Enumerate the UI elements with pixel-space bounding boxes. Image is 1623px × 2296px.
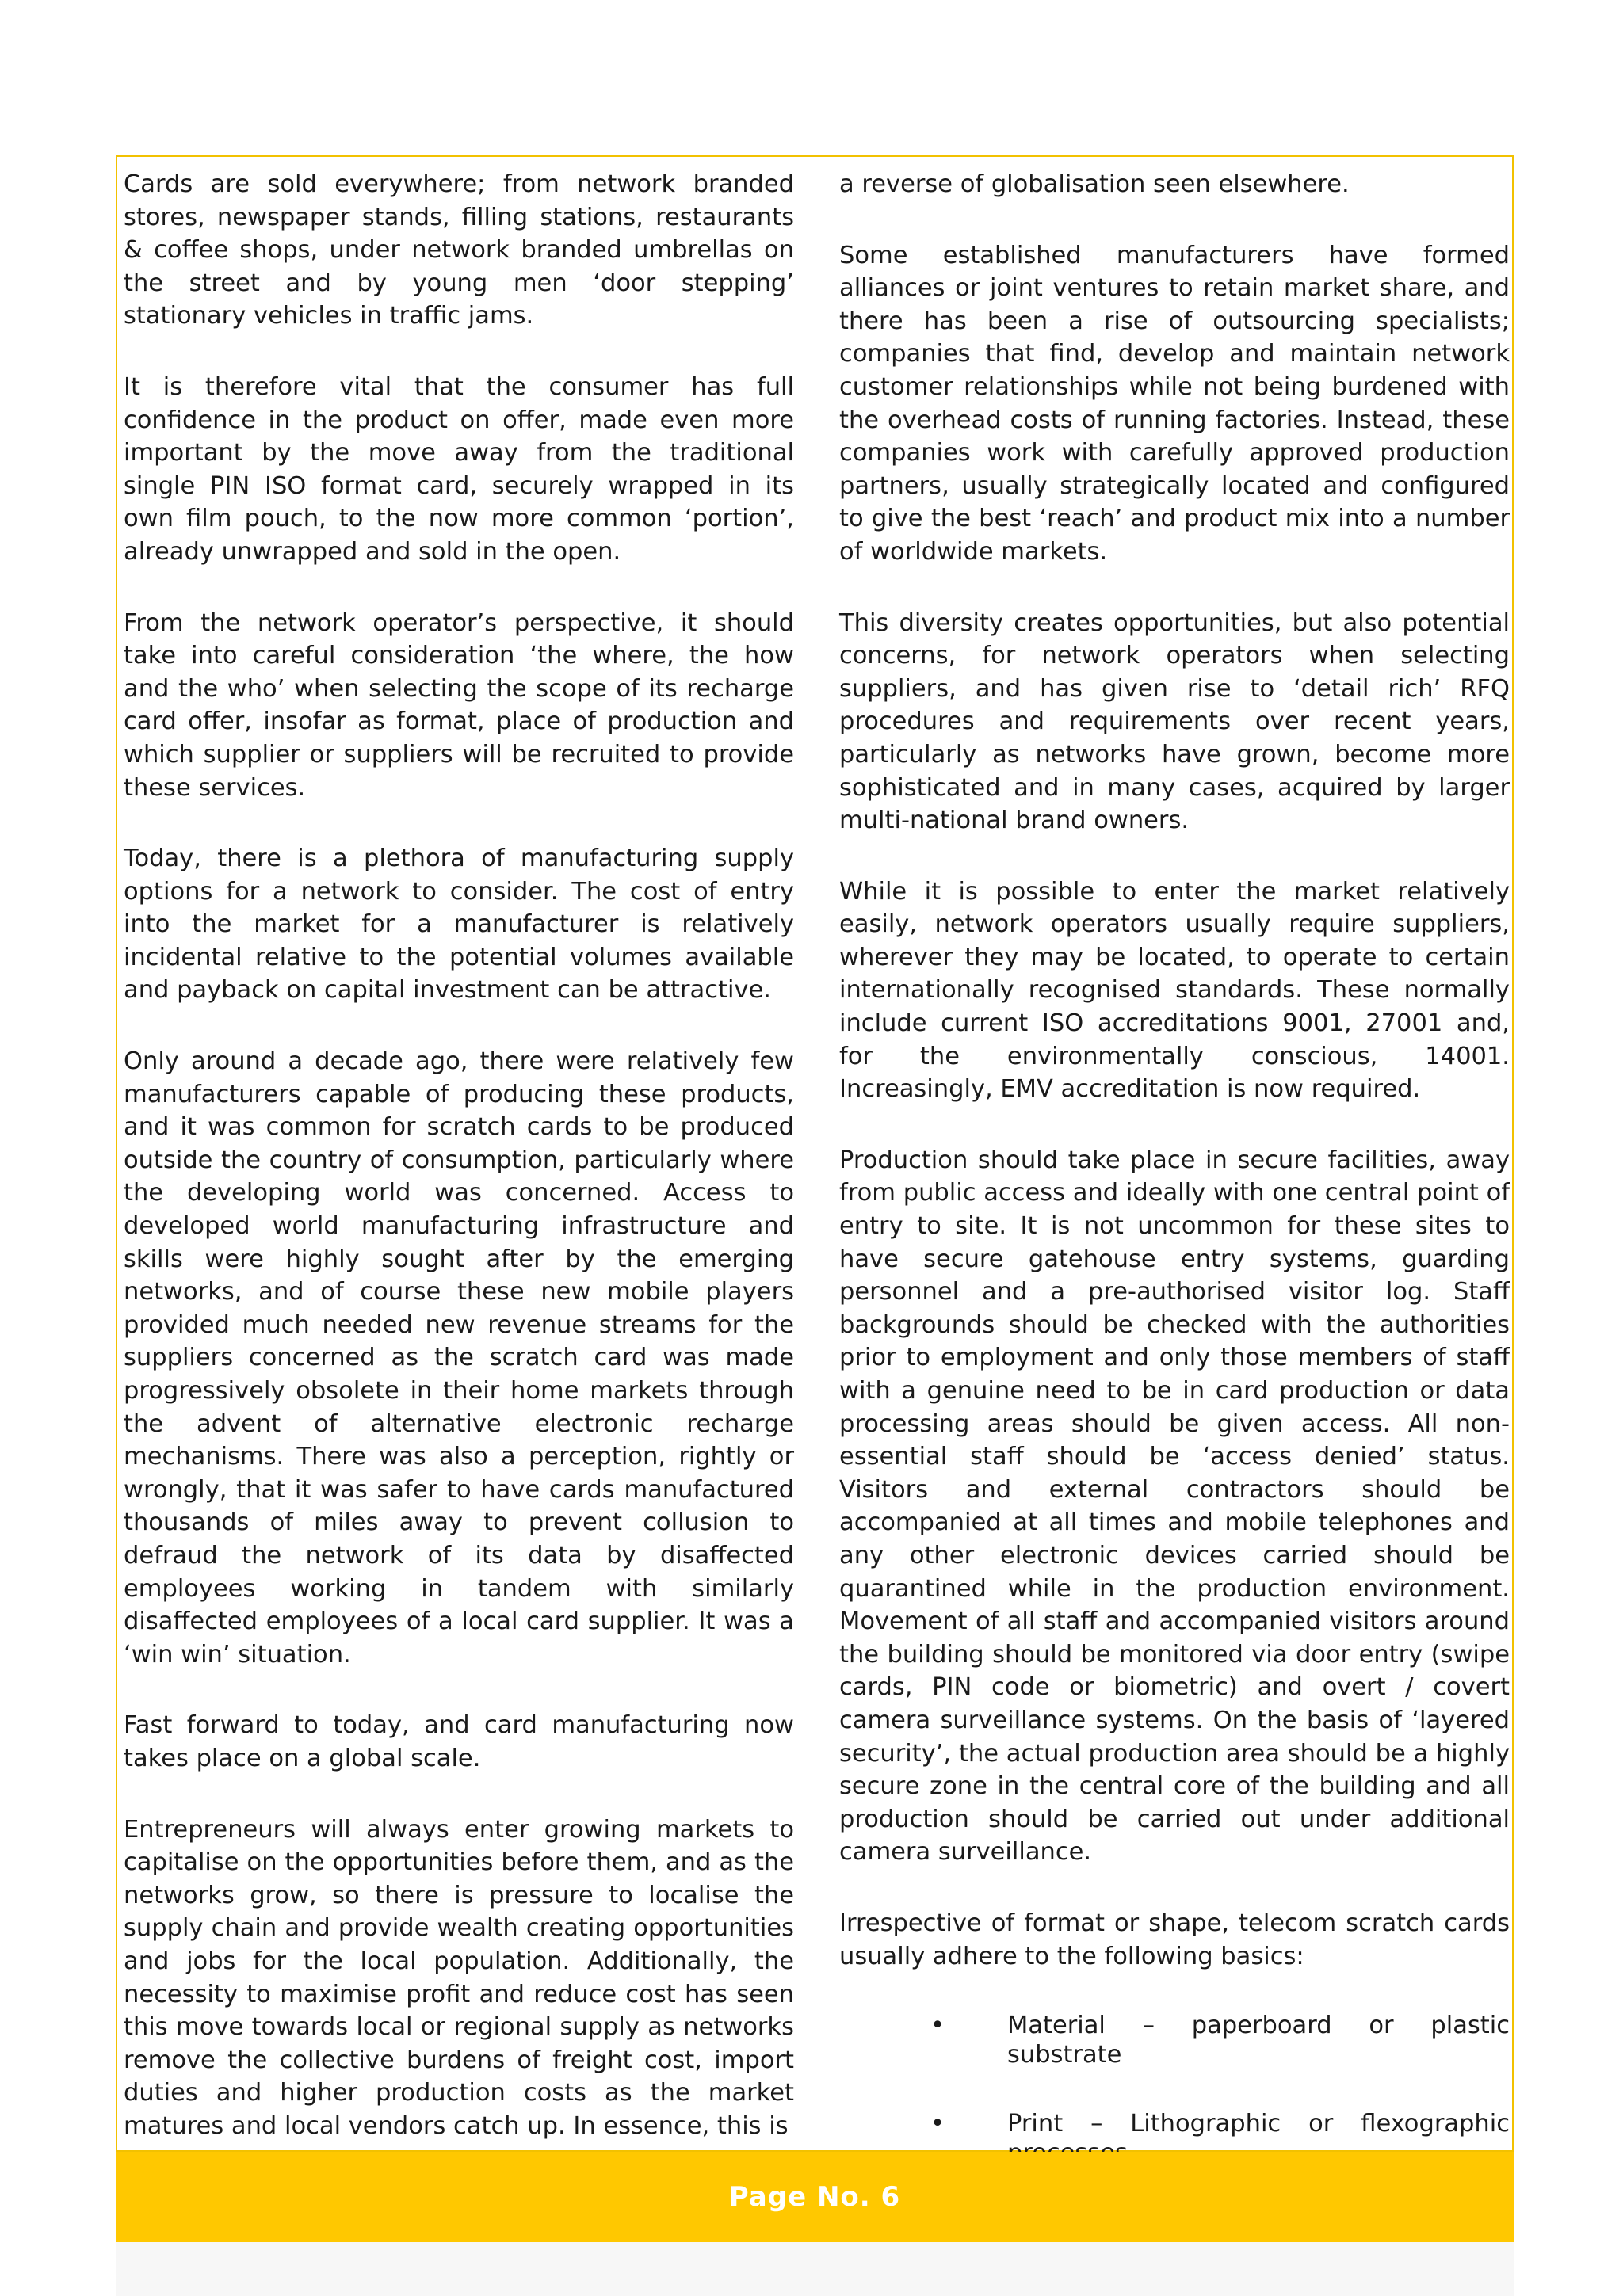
bottom-strip: [116, 2242, 1514, 2296]
list-item-text: Material – paperboard or plastic substrate: [1007, 2012, 1510, 2069]
bullet-icon: •: [930, 2012, 945, 2040]
page-number: Page No. 6: [728, 2181, 901, 2213]
list-item-text: Print – Lithographic or flexographic: [1007, 2110, 1510, 2138]
paragraph: It is therefore vital that the consumer has full confidence in the product on offer, made even more important by the move away from the traditional single PIN ISO format card, securely wrapped in its own film pouch, to the now more common ‘portion’, already unwrapped and sold in the open.: [124, 372, 794, 566]
paragraph: Production should take place in secure facilities, away from public access and ideally with one central point of entry to site. It is not uncommon for these sites to have secure gatehouse entry systems, guarding personnel and a pre-authorised visitor log. Staff backgrounds should be checked with the authorities prior to employment and only those members of staff with a genuine need to be in card production or data processing areas should be given access. All non-essential staff should be ‘access denied’ status. Visitors and external contractors should be accompanied at all times and mobile telephones and any other electronic devices carried should be quarantined while in the production environment. Movement of all staff and accompanied visitors around the building should be monitored via door entry (swipe cards, PIN code or biometric) and overt / covert camera surveillance systems. On the basis of ‘layered security’, the actual production area should be a highly secure zone in the central core of the building and all production should be carried out under additional camera surveillance.: [839, 1146, 1510, 1867]
paragraph: Irrespective of format or shape, telecom scratch cards usually adhere to the following basics:: [839, 1909, 1510, 1970]
left-column: [124, 168, 794, 2180]
bullet-list: [839, 2011, 1510, 2168]
paragraph: Cards are sold everywhere; from network branded stores, newspaper stands, filling stations, restaurants & coffee shops, under network branded umbrellas on the street and by young men ‘door stepping’ stationary vehicles in traffic jams.: [124, 170, 794, 330]
paragraph: While it is possible to enter the market relatively easily, network operators usually require suppliers, wherever they may be located, to operate to certain internationally recognised standards. These normally include current ISO accreditations 9001, 27001 and, for the environmentally conscious, 14001. Increasingly, EMV accreditation is now required.: [839, 877, 1510, 1104]
paragraph: Some established manufacturers have formed alliances or joint ventures to retain market share, and there has been a rise of outsourcing specialists; companies that find, develop and maintain network customer relationships while not being burdened with the overhead costs of running factories. Instead, these companies work with carefully approved production partners, usually strategically located and configured to give the best ‘reach’ and product mix into a number of worldwide markets.: [839, 241, 1510, 566]
paragraph: Only around a decade ago, there were relatively few manufacturers capable of producing these products, and it was common for scratch cards to be produced outside the country of consumption, particularly where the developing world was concerned. Access to developed world manufacturing infrastructure and skills were highly sought after by the emerging networks, and of course these new mobile players provided much needed new revenue streams for the suppliers concerned as the scratch card was made progressively obsolete in their home markets through the advent of alternative electronic recharge mechanisms. There was also a perception, rightly or wrongly, that it was safer to have cards manufactured thousands of miles away to prevent collusion to defraud the network of its data by disaffected employees working in tandem with similarly disaffected employees of a local card supplier. It was a ‘win win’ situation.: [124, 1047, 794, 1669]
paragraph: a reverse of globalisation seen elsewhere.: [839, 170, 1350, 198]
paragraph: Fast forward to today, and card manufacturing now takes place on a global scale.: [124, 1711, 794, 1772]
footer-bar: [116, 2152, 1514, 2242]
paragraph: Entrepreneurs will always enter growing markets to capitalise on the opportunities before them, and as the networks grow, so there is pressure to localise the supply chain and provide wealth creating opportunities and jobs for the local population. Additionally, the necessity to maximise profit and reduce cost has seen this move towards local or regional supply as networks remove the collective burdens of freight cost, import duties and higher production costs as the market matures and local vendors catch up. In essence, this is: [124, 1815, 794, 2140]
paragraph: Today, there is a plethora of manufacturing supply options for a network to consider. The cost of entry into the market for a manufacturer is relatively incidental relative to the potential volumes available and payback on capital investment can be attractive.: [124, 845, 794, 1005]
list-item: [839, 2011, 1510, 2069]
paragraph: This diversity creates opportunities, but also potential concerns, for network operators when selecting suppliers, and has given rise to ‘detail rich’ RFQ procedures and requirements over recent years, particularly as networks have grown, become more sophisticated and in many cases, acquired by larger multi-national brand owners.: [839, 608, 1510, 835]
paragraph: From the network operator’s perspective, it should take into careful consideration ‘the where, the how and the who’ when selecting the scope of its recharge card offer, insofar as format, place of production and which supplier or suppliers will be recruited to provide these services.: [124, 608, 794, 802]
bullet-icon: •: [930, 2110, 945, 2138]
right-column: [839, 168, 1510, 2207]
